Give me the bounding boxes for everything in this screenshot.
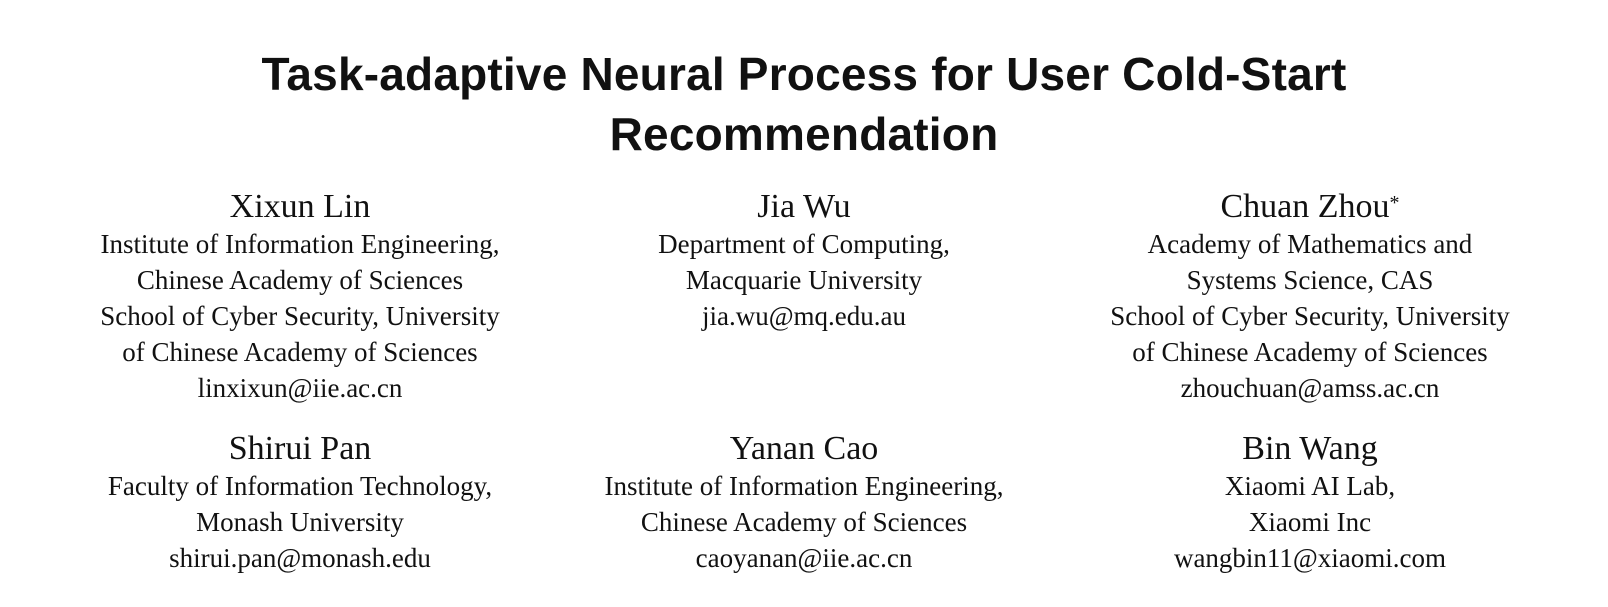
author-affiliation: Institute of Information Engineering,	[100, 229, 500, 259]
author-affiliation: Academy of Mathematics and	[1147, 229, 1473, 259]
author-email: shirui.pan@monash.edu	[169, 543, 431, 573]
author-affiliation: Chinese Academy of Sciences	[640, 507, 968, 537]
author-block-shirui-pan	[40, 430, 560, 576]
author-affiliation: Systems Science, CAS	[1186, 265, 1434, 295]
author-name: Chuan Zhou*	[1220, 188, 1400, 225]
author-affiliation: Monash University	[196, 507, 404, 537]
title-line: Task-adaptive Neural Process for User Cold-Start	[261, 48, 1347, 100]
author-name: Yanan Cao	[729, 430, 879, 467]
author-affiliation: Xiaomi Inc	[1248, 507, 1372, 537]
author-affiliation: Chinese Academy of Sciences	[136, 265, 464, 295]
author-email: wangbin11@xiaomi.com	[1173, 543, 1447, 573]
title-line: Recommendation	[609, 108, 999, 160]
author-affiliation: Macquarie University	[685, 265, 923, 295]
author-name: Bin Wang	[1242, 430, 1378, 467]
author-name: Xixun Lin	[229, 188, 371, 225]
author-affiliation: of Chinese Academy of Sciences	[122, 337, 478, 367]
paper-title	[0, 44, 1608, 164]
corresponding-author-mark: *	[1389, 192, 1400, 214]
author-affiliation: Institute of Information Engineering,	[604, 471, 1004, 501]
author-affiliation: Faculty of Information Technology,	[107, 471, 493, 501]
author-affiliation: School of Cyber Security, University	[100, 301, 500, 331]
author-block-yanan-cao	[544, 430, 1064, 576]
author-name: Jia Wu	[757, 188, 851, 225]
author-affiliation: of Chinese Academy of Sciences	[1132, 337, 1488, 367]
author-block-bin-wang	[1050, 430, 1570, 576]
author-block-jia-wu	[544, 188, 1064, 334]
author-affiliation: Xiaomi AI Lab,	[1224, 471, 1396, 501]
author-email: caoyanan@iie.ac.cn	[695, 543, 913, 573]
author-block-chuan-zhou	[1050, 188, 1570, 406]
author-block-xixun-lin	[40, 188, 560, 406]
author-affiliation: School of Cyber Security, University	[1110, 301, 1510, 331]
author-name: Shirui Pan	[228, 430, 372, 467]
author-email: linxixun@iie.ac.cn	[197, 373, 403, 403]
author-email: zhouchuan@amss.ac.cn	[1180, 373, 1440, 403]
author-email: jia.wu@mq.edu.au	[701, 301, 907, 331]
author-affiliation: Department of Computing,	[658, 229, 950, 259]
